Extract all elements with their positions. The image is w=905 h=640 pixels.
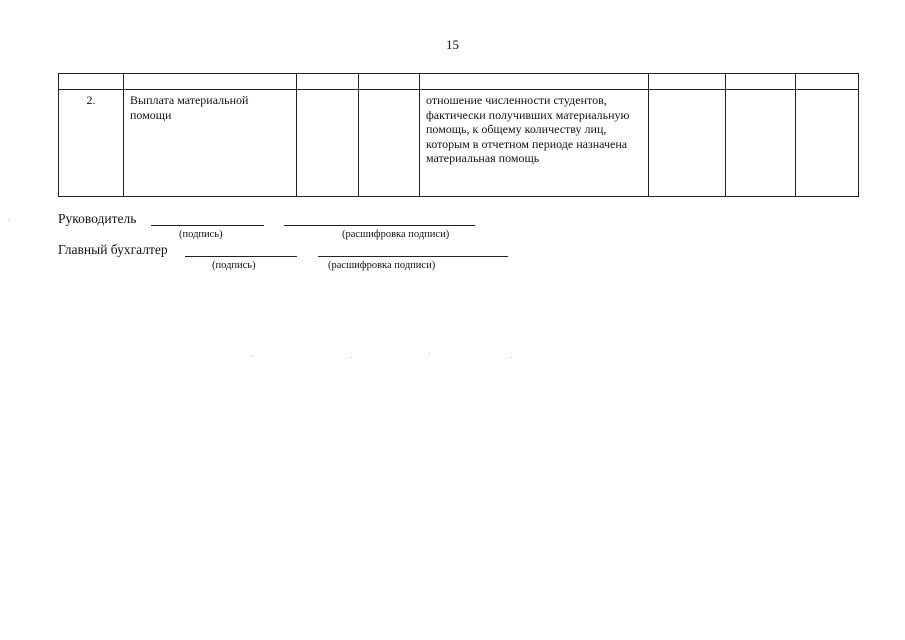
chief-accountant-decoding-line	[318, 256, 508, 257]
chief-accountant-signature-hint: (подпись)	[212, 260, 256, 271]
head-decoding-line	[284, 225, 475, 226]
scan-speck	[351, 357, 352, 358]
scan-speck	[8, 220, 9, 221]
page-number: 15	[446, 37, 459, 52]
head-signature-line	[151, 225, 264, 226]
head-signature-hint: (подпись)	[179, 229, 223, 240]
scan-speck	[251, 356, 252, 357]
scan-speck	[429, 353, 430, 354]
head-decoding-hint: (расшифровка подписи)	[342, 229, 450, 240]
chief-accountant-label: Главный бухгалтер	[58, 242, 168, 257]
row-number-cell: 2.	[59, 90, 124, 197]
chief-accountant-signature-line	[185, 256, 297, 257]
row-name-cell: Выплата материальной помощи	[124, 90, 297, 197]
scan-speck	[511, 357, 512, 358]
row-description-cell: отношение численности студентов, фактически получивших материальную помощь, к общему количеству лиц, которым в отчетном периоде назначена материальная помощь	[420, 90, 649, 197]
chief-accountant-decoding-hint: (расшифровка подписи)	[328, 260, 436, 271]
head-label: Руководитель	[58, 211, 137, 226]
